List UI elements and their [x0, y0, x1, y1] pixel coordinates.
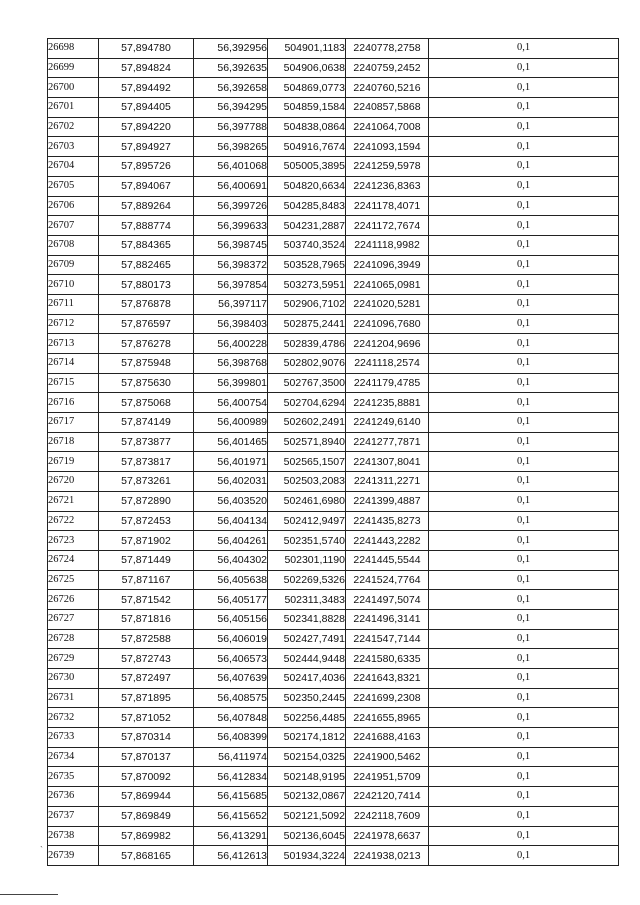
- x-coordinate-cell: 504859,1584: [268, 98, 346, 118]
- accuracy-cell: 0,1: [429, 767, 619, 787]
- latitude-cell: 57,871902: [99, 531, 194, 551]
- latitude-cell: 57,894067: [99, 176, 194, 196]
- y-coordinate-cell: 2241547,7144: [346, 629, 429, 649]
- point-number-cell: 26719: [48, 452, 99, 472]
- longitude-cell: 56,415685: [194, 787, 268, 807]
- longitude-cell: 56,405638: [194, 570, 268, 590]
- accuracy-cell: 0,1: [429, 294, 619, 314]
- accuracy-cell: 0,1: [429, 452, 619, 472]
- longitude-cell: 56,408575: [194, 688, 268, 708]
- y-coordinate-cell: 2241435,8273: [346, 511, 429, 531]
- accuracy-cell: 0,1: [429, 157, 619, 177]
- table-row: [48, 846, 619, 866]
- x-coordinate-cell: 503528,7965: [268, 255, 346, 275]
- longitude-cell: 56,401465: [194, 432, 268, 452]
- latitude-cell: 57,872453: [99, 511, 194, 531]
- x-coordinate-cell: 502256,4485: [268, 708, 346, 728]
- y-coordinate-cell: 2241235,8881: [346, 393, 429, 413]
- table-row: [48, 472, 619, 492]
- table-row: [48, 176, 619, 196]
- latitude-cell: 57,869982: [99, 826, 194, 846]
- accuracy-cell: 0,1: [429, 432, 619, 452]
- point-number-cell: 26734: [48, 747, 99, 767]
- table-row: [48, 629, 619, 649]
- table-row: [48, 98, 619, 118]
- x-coordinate-cell: 504869,0773: [268, 78, 346, 98]
- point-number-cell: 26724: [48, 550, 99, 570]
- table-row: [48, 275, 619, 295]
- y-coordinate-cell: 2241249,6140: [346, 413, 429, 433]
- y-coordinate-cell: 2242120,7414: [346, 787, 429, 807]
- longitude-cell: 56,404261: [194, 531, 268, 551]
- latitude-cell: 57,876278: [99, 334, 194, 354]
- point-number-cell: 26716: [48, 393, 99, 413]
- accuracy-cell: 0,1: [429, 669, 619, 689]
- longitude-cell: 56,398403: [194, 314, 268, 334]
- point-number-cell: 26702: [48, 117, 99, 137]
- x-coordinate-cell: 502767,3500: [268, 373, 346, 393]
- accuracy-cell: 0,1: [429, 117, 619, 137]
- latitude-cell: 57,894824: [99, 58, 194, 78]
- table-row: [48, 334, 619, 354]
- x-coordinate-cell: 502503,2083: [268, 472, 346, 492]
- accuracy-cell: 0,1: [429, 255, 619, 275]
- table-row: [48, 669, 619, 689]
- x-coordinate-cell: 502351,5740: [268, 531, 346, 551]
- point-number-cell: 26725: [48, 570, 99, 590]
- latitude-cell: 57,868165: [99, 846, 194, 866]
- x-coordinate-cell: 502704,6294: [268, 393, 346, 413]
- accuracy-cell: 0,1: [429, 275, 619, 295]
- x-coordinate-cell: 502269,5326: [268, 570, 346, 590]
- x-coordinate-cell: 502132,0867: [268, 787, 346, 807]
- y-coordinate-cell: 2241443,2282: [346, 531, 429, 551]
- point-number-cell: 26699: [48, 58, 99, 78]
- y-coordinate-cell: 2241643,8321: [346, 669, 429, 689]
- latitude-cell: 57,880173: [99, 275, 194, 295]
- y-coordinate-cell: 2241699,2308: [346, 688, 429, 708]
- x-coordinate-cell: 502154,0325: [268, 747, 346, 767]
- point-number-cell: 26738: [48, 826, 99, 846]
- table-row: [48, 255, 619, 275]
- table-row: [48, 216, 619, 236]
- longitude-cell: 56,397117: [194, 294, 268, 314]
- y-coordinate-cell: 2241580,6335: [346, 649, 429, 669]
- footer-rule: [0, 894, 58, 895]
- latitude-cell: 57,875948: [99, 354, 194, 374]
- y-coordinate-cell: 2241178,4071: [346, 196, 429, 216]
- x-coordinate-cell: 505005,3895: [268, 157, 346, 177]
- x-coordinate-cell: 502906,7102: [268, 294, 346, 314]
- table-row: [48, 413, 619, 433]
- longitude-cell: 56,413291: [194, 826, 268, 846]
- y-coordinate-cell: 2241096,3949: [346, 255, 429, 275]
- longitude-cell: 56,401068: [194, 157, 268, 177]
- point-number-cell: 26735: [48, 767, 99, 787]
- point-number-cell: 26723: [48, 531, 99, 551]
- y-coordinate-cell: 2241524,7764: [346, 570, 429, 590]
- point-number-cell: 26718: [48, 432, 99, 452]
- longitude-cell: 56,399801: [194, 373, 268, 393]
- accuracy-cell: 0,1: [429, 216, 619, 236]
- longitude-cell: 56,398265: [194, 137, 268, 157]
- accuracy-cell: 0,1: [429, 196, 619, 216]
- accuracy-cell: 0,1: [429, 570, 619, 590]
- longitude-cell: 56,412613: [194, 846, 268, 866]
- accuracy-cell: 0,1: [429, 609, 619, 629]
- table-row: [48, 708, 619, 728]
- latitude-cell: 57,889264: [99, 196, 194, 216]
- table-row: [48, 688, 619, 708]
- y-coordinate-cell: 2241900,5462: [346, 747, 429, 767]
- y-coordinate-cell: 2241093,1594: [346, 137, 429, 157]
- point-number-cell: 26722: [48, 511, 99, 531]
- longitude-cell: 56,408399: [194, 728, 268, 748]
- table-row: [48, 806, 619, 826]
- point-number-cell: 26721: [48, 491, 99, 511]
- accuracy-cell: 0,1: [429, 491, 619, 511]
- longitude-cell: 56,394295: [194, 98, 268, 118]
- x-coordinate-cell: 502148,9195: [268, 767, 346, 787]
- accuracy-cell: 0,1: [429, 176, 619, 196]
- table-row: [48, 157, 619, 177]
- table-row: [48, 609, 619, 629]
- y-coordinate-cell: 2240778,2758: [346, 39, 429, 59]
- longitude-cell: 56,405156: [194, 609, 268, 629]
- y-coordinate-cell: 2241311,2271: [346, 472, 429, 492]
- latitude-cell: 57,871167: [99, 570, 194, 590]
- latitude-cell: 57,872743: [99, 649, 194, 669]
- accuracy-cell: 0,1: [429, 511, 619, 531]
- point-number-cell: 26732: [48, 708, 99, 728]
- table-row: [48, 294, 619, 314]
- accuracy-cell: 0,1: [429, 137, 619, 157]
- x-coordinate-cell: 503740,3524: [268, 235, 346, 255]
- y-coordinate-cell: 2240857,5868: [346, 98, 429, 118]
- x-coordinate-cell: 502839,4786: [268, 334, 346, 354]
- accuracy-cell: 0,1: [429, 472, 619, 492]
- accuracy-cell: 0,1: [429, 688, 619, 708]
- longitude-cell: 56,392635: [194, 58, 268, 78]
- y-coordinate-cell: 2241496,3141: [346, 609, 429, 629]
- point-number-cell: 26737: [48, 806, 99, 826]
- accuracy-cell: 0,1: [429, 39, 619, 59]
- accuracy-cell: 0,1: [429, 354, 619, 374]
- accuracy-cell: 0,1: [429, 334, 619, 354]
- longitude-cell: 56,406573: [194, 649, 268, 669]
- x-coordinate-cell: 502417,4036: [268, 669, 346, 689]
- longitude-cell: 56,402031: [194, 472, 268, 492]
- x-coordinate-cell: 502461,6980: [268, 491, 346, 511]
- table-row: [48, 550, 619, 570]
- longitude-cell: 56,405177: [194, 590, 268, 610]
- accuracy-cell: 0,1: [429, 78, 619, 98]
- accuracy-cell: 0,1: [429, 806, 619, 826]
- x-coordinate-cell: 502427,7491: [268, 629, 346, 649]
- y-coordinate-cell: 2241951,5709: [346, 767, 429, 787]
- y-coordinate-cell: 2241938,0213: [346, 846, 429, 866]
- longitude-cell: 56,399633: [194, 216, 268, 236]
- table-row: [48, 570, 619, 590]
- table-row: [48, 314, 619, 334]
- point-number-cell: 26701: [48, 98, 99, 118]
- y-coordinate-cell: 2241445,5544: [346, 550, 429, 570]
- y-coordinate-cell: 2241020,5281: [346, 294, 429, 314]
- point-number-cell: 26710: [48, 275, 99, 295]
- y-coordinate-cell: 2240759,2452: [346, 58, 429, 78]
- latitude-cell: 57,873877: [99, 432, 194, 452]
- y-coordinate-cell: 2241655,8965: [346, 708, 429, 728]
- margin-mark: `: [40, 845, 43, 855]
- longitude-cell: 56,404134: [194, 511, 268, 531]
- accuracy-cell: 0,1: [429, 393, 619, 413]
- longitude-cell: 56,399726: [194, 196, 268, 216]
- accuracy-cell: 0,1: [429, 314, 619, 334]
- y-coordinate-cell: 2241399,4887: [346, 491, 429, 511]
- point-number-cell: 26703: [48, 137, 99, 157]
- latitude-cell: 57,884365: [99, 235, 194, 255]
- point-number-cell: 26708: [48, 235, 99, 255]
- y-coordinate-cell: 2241118,9982: [346, 235, 429, 255]
- y-coordinate-cell: 2241277,7871: [346, 432, 429, 452]
- accuracy-cell: 0,1: [429, 550, 619, 570]
- x-coordinate-cell: 504820,6634: [268, 176, 346, 196]
- point-number-cell: 26704: [48, 157, 99, 177]
- point-number-cell: 26726: [48, 590, 99, 610]
- longitude-cell: 56,407848: [194, 708, 268, 728]
- x-coordinate-cell: 504901,1183: [268, 39, 346, 59]
- point-number-cell: 26706: [48, 196, 99, 216]
- latitude-cell: 57,869944: [99, 787, 194, 807]
- accuracy-cell: 0,1: [429, 846, 619, 866]
- x-coordinate-cell: 504838,0864: [268, 117, 346, 137]
- longitude-cell: 56,400691: [194, 176, 268, 196]
- y-coordinate-cell: 2240760,5216: [346, 78, 429, 98]
- point-number-cell: 26729: [48, 649, 99, 669]
- longitude-cell: 56,400228: [194, 334, 268, 354]
- point-number-cell: 26736: [48, 787, 99, 807]
- latitude-cell: 57,870137: [99, 747, 194, 767]
- latitude-cell: 57,894405: [99, 98, 194, 118]
- latitude-cell: 57,870092: [99, 767, 194, 787]
- y-coordinate-cell: 2241978,6637: [346, 826, 429, 846]
- longitude-cell: 56,407639: [194, 669, 268, 689]
- latitude-cell: 57,871052: [99, 708, 194, 728]
- latitude-cell: 57,894780: [99, 39, 194, 59]
- coordinates-table: [47, 38, 619, 866]
- longitude-cell: 56,415652: [194, 806, 268, 826]
- x-coordinate-cell: 502311,3483: [268, 590, 346, 610]
- point-number-cell: 26731: [48, 688, 99, 708]
- y-coordinate-cell: 2241497,5074: [346, 590, 429, 610]
- accuracy-cell: 0,1: [429, 373, 619, 393]
- table-row: [48, 452, 619, 472]
- y-coordinate-cell: 2241096,7680: [346, 314, 429, 334]
- latitude-cell: 57,874149: [99, 413, 194, 433]
- x-coordinate-cell: 502301,1190: [268, 550, 346, 570]
- table-row: [48, 747, 619, 767]
- point-number-cell: 26713: [48, 334, 99, 354]
- longitude-cell: 56,411974: [194, 747, 268, 767]
- table-row: [48, 728, 619, 748]
- longitude-cell: 56,403520: [194, 491, 268, 511]
- point-number-cell: 26700: [48, 78, 99, 98]
- longitude-cell: 56,406019: [194, 629, 268, 649]
- longitude-cell: 56,412834: [194, 767, 268, 787]
- table-row: [48, 531, 619, 551]
- latitude-cell: 57,876597: [99, 314, 194, 334]
- point-number-cell: 26727: [48, 609, 99, 629]
- y-coordinate-cell: 2241236,8363: [346, 176, 429, 196]
- x-coordinate-cell: 504906,0638: [268, 58, 346, 78]
- latitude-cell: 57,869849: [99, 806, 194, 826]
- x-coordinate-cell: 502802,9076: [268, 354, 346, 374]
- latitude-cell: 57,894927: [99, 137, 194, 157]
- x-coordinate-cell: 502136,6045: [268, 826, 346, 846]
- accuracy-cell: 0,1: [429, 590, 619, 610]
- longitude-cell: 56,392658: [194, 78, 268, 98]
- longitude-cell: 56,398745: [194, 235, 268, 255]
- x-coordinate-cell: 502444,9448: [268, 649, 346, 669]
- y-coordinate-cell: 2241688,4163: [346, 728, 429, 748]
- longitude-cell: 56,397788: [194, 117, 268, 137]
- latitude-cell: 57,871895: [99, 688, 194, 708]
- point-number-cell: 26714: [48, 354, 99, 374]
- latitude-cell: 57,888774: [99, 216, 194, 236]
- latitude-cell: 57,875068: [99, 393, 194, 413]
- accuracy-cell: 0,1: [429, 787, 619, 807]
- x-coordinate-cell: 502412,9497: [268, 511, 346, 531]
- point-number-cell: 26705: [48, 176, 99, 196]
- latitude-cell: 57,895726: [99, 157, 194, 177]
- coordinates-table-body: [48, 39, 619, 866]
- point-number-cell: 26730: [48, 669, 99, 689]
- longitude-cell: 56,400754: [194, 393, 268, 413]
- y-coordinate-cell: 2241259,5978: [346, 157, 429, 177]
- x-coordinate-cell: 501934,3224: [268, 846, 346, 866]
- table-row: [48, 58, 619, 78]
- table-row: [48, 373, 619, 393]
- accuracy-cell: 0,1: [429, 747, 619, 767]
- longitude-cell: 56,398768: [194, 354, 268, 374]
- x-coordinate-cell: 502341,8828: [268, 609, 346, 629]
- longitude-cell: 56,404302: [194, 550, 268, 570]
- x-coordinate-cell: 504285,8483: [268, 196, 346, 216]
- x-coordinate-cell: 503273,5951: [268, 275, 346, 295]
- longitude-cell: 56,392956: [194, 39, 268, 59]
- latitude-cell: 57,873817: [99, 452, 194, 472]
- latitude-cell: 57,875630: [99, 373, 194, 393]
- point-number-cell: 26717: [48, 413, 99, 433]
- longitude-cell: 56,400989: [194, 413, 268, 433]
- latitude-cell: 57,894492: [99, 78, 194, 98]
- x-coordinate-cell: 502571,8940: [268, 432, 346, 452]
- accuracy-cell: 0,1: [429, 649, 619, 669]
- x-coordinate-cell: 502565,1507: [268, 452, 346, 472]
- table-row: [48, 354, 619, 374]
- accuracy-cell: 0,1: [429, 531, 619, 551]
- point-number-cell: 26733: [48, 728, 99, 748]
- y-coordinate-cell: 2242118,7609: [346, 806, 429, 826]
- x-coordinate-cell: 504231,2887: [268, 216, 346, 236]
- point-number-cell: 26715: [48, 373, 99, 393]
- latitude-cell: 57,894220: [99, 117, 194, 137]
- y-coordinate-cell: 2241118,2574: [346, 354, 429, 374]
- x-coordinate-cell: 504916,7674: [268, 137, 346, 157]
- accuracy-cell: 0,1: [429, 826, 619, 846]
- point-number-cell: 26711: [48, 294, 99, 314]
- table-row: [48, 78, 619, 98]
- table-row: [48, 649, 619, 669]
- table-row: [48, 117, 619, 137]
- accuracy-cell: 0,1: [429, 728, 619, 748]
- table-row: [48, 432, 619, 452]
- point-number-cell: 26728: [48, 629, 99, 649]
- x-coordinate-cell: 502602,2491: [268, 413, 346, 433]
- accuracy-cell: 0,1: [429, 58, 619, 78]
- longitude-cell: 56,397854: [194, 275, 268, 295]
- y-coordinate-cell: 2241172,7674: [346, 216, 429, 236]
- latitude-cell: 57,876878: [99, 294, 194, 314]
- x-coordinate-cell: 502174,1812: [268, 728, 346, 748]
- table-row: [48, 39, 619, 59]
- latitude-cell: 57,870314: [99, 728, 194, 748]
- latitude-cell: 57,871816: [99, 609, 194, 629]
- latitude-cell: 57,872497: [99, 669, 194, 689]
- y-coordinate-cell: 2241204,9696: [346, 334, 429, 354]
- point-number-cell: 26709: [48, 255, 99, 275]
- point-number-cell: 26720: [48, 472, 99, 492]
- point-number-cell: 26707: [48, 216, 99, 236]
- y-coordinate-cell: 2241064,7008: [346, 117, 429, 137]
- y-coordinate-cell: 2241307,8041: [346, 452, 429, 472]
- latitude-cell: 57,882465: [99, 255, 194, 275]
- accuracy-cell: 0,1: [429, 98, 619, 118]
- table-row: [48, 511, 619, 531]
- accuracy-cell: 0,1: [429, 708, 619, 728]
- latitude-cell: 57,872588: [99, 629, 194, 649]
- table-row: [48, 826, 619, 846]
- accuracy-cell: 0,1: [429, 413, 619, 433]
- table-row: [48, 235, 619, 255]
- longitude-cell: 56,401971: [194, 452, 268, 472]
- y-coordinate-cell: 2241179,4785: [346, 373, 429, 393]
- table-row: [48, 196, 619, 216]
- latitude-cell: 57,871542: [99, 590, 194, 610]
- accuracy-cell: 0,1: [429, 629, 619, 649]
- table-row: [48, 491, 619, 511]
- point-number-cell: 26739: [48, 846, 99, 866]
- table-row: [48, 393, 619, 413]
- point-number-cell: 26698: [48, 39, 99, 59]
- longitude-cell: 56,398372: [194, 255, 268, 275]
- table-row: [48, 787, 619, 807]
- y-coordinate-cell: 2241065,0981: [346, 275, 429, 295]
- x-coordinate-cell: 502350,2445: [268, 688, 346, 708]
- latitude-cell: 57,871449: [99, 550, 194, 570]
- accuracy-cell: 0,1: [429, 235, 619, 255]
- x-coordinate-cell: 502875,2441: [268, 314, 346, 334]
- x-coordinate-cell: 502121,5092: [268, 806, 346, 826]
- table-row: [48, 137, 619, 157]
- latitude-cell: 57,872890: [99, 491, 194, 511]
- latitude-cell: 57,873261: [99, 472, 194, 492]
- point-number-cell: 26712: [48, 314, 99, 334]
- table-row: [48, 590, 619, 610]
- table-row: [48, 767, 619, 787]
